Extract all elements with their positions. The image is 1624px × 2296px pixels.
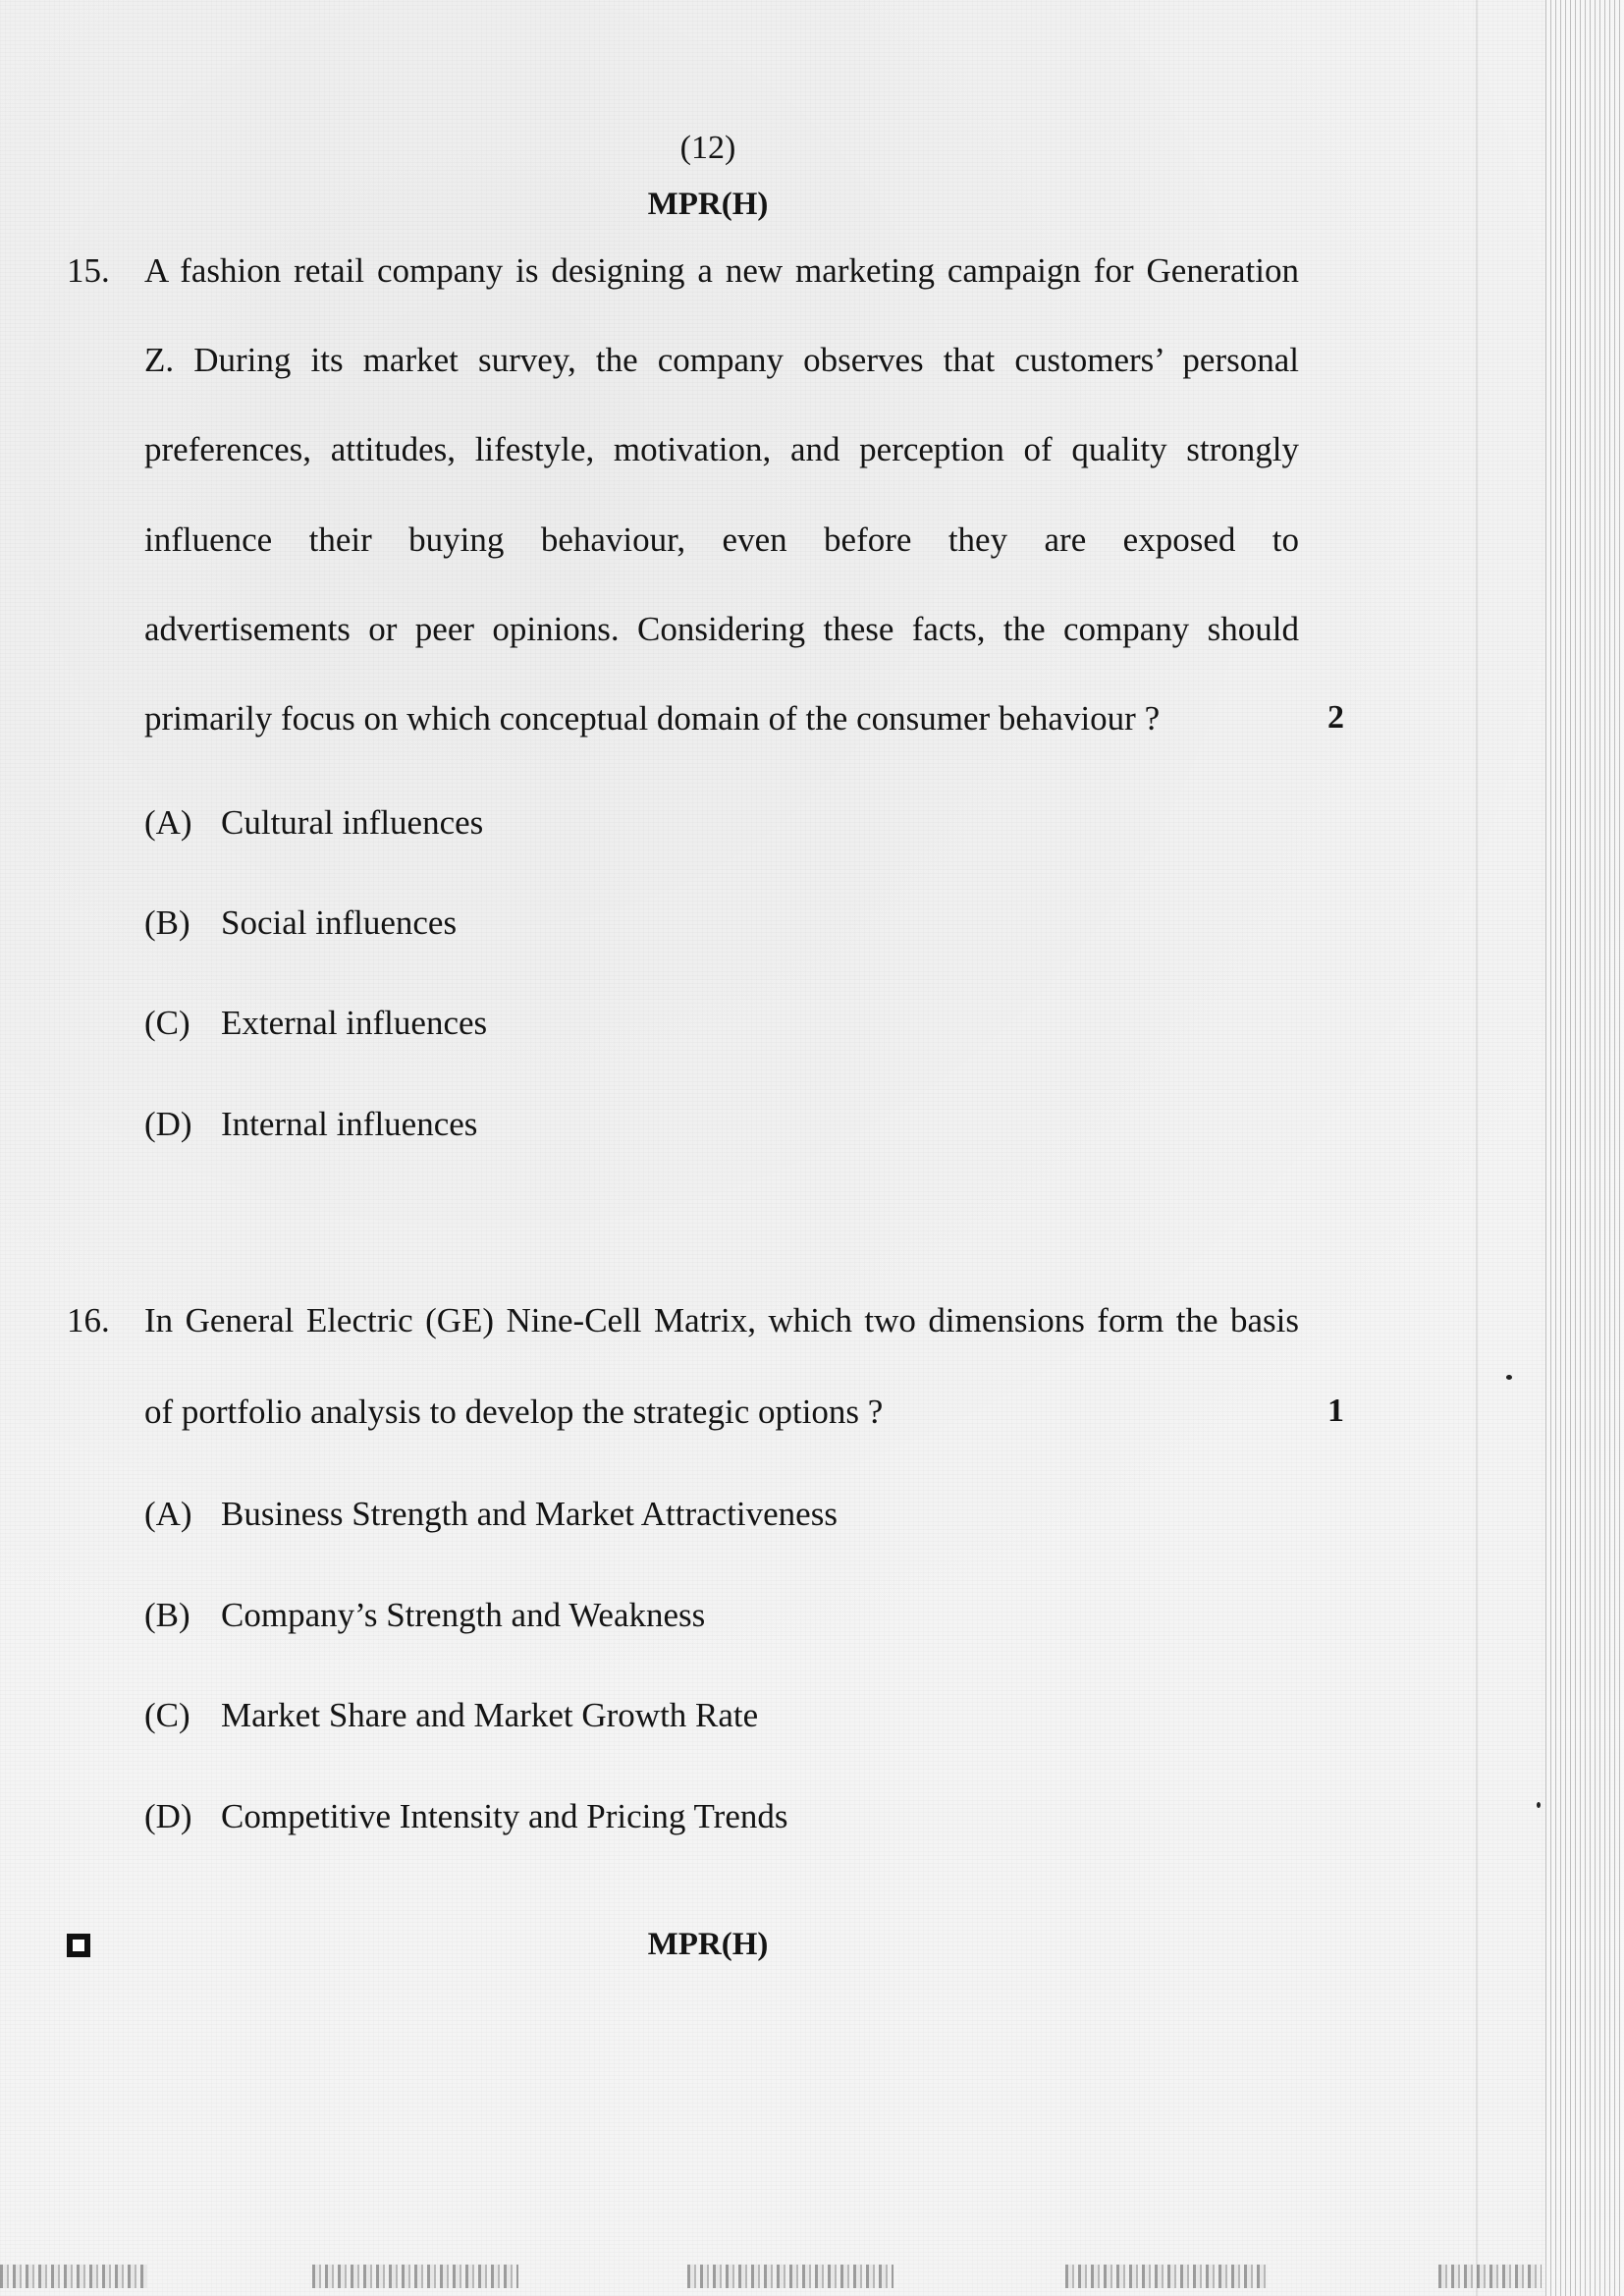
- question-16-option-b-label: (B): [144, 1596, 190, 1634]
- scan-noise-strip: [0, 2265, 147, 2288]
- question-16-option-d-label: (D): [144, 1797, 192, 1835]
- paper-code-header: MPR(H): [647, 187, 769, 222]
- question-15-option-a-label: (A): [144, 803, 192, 842]
- scan-speck: [1506, 1375, 1512, 1380]
- question-15-option-d-text: Internal influences: [221, 1105, 478, 1143]
- question-15-number: 15.: [67, 251, 110, 290]
- scan-noise-strip: [687, 2265, 893, 2288]
- question-16-marks: 1: [1327, 1393, 1344, 1429]
- question-16-line-2: of portfolio analysis to develop the strategic options ?: [144, 1393, 884, 1431]
- question-15-line-1: A fashion retail company is designing a new marketing campaign for Generation: [144, 251, 1299, 290]
- question-16-option-a-label: (A): [144, 1495, 192, 1533]
- question-15-option-a-text: Cultural influences: [221, 803, 484, 842]
- question-15-line-3: preferences, attitudes, lifestyle, motivation, and perception of quality strongly: [144, 430, 1299, 468]
- binding-edge: [1545, 0, 1624, 2296]
- scan-noise-strip: [312, 2265, 518, 2288]
- question-15-option-d-label: (D): [144, 1105, 192, 1143]
- question-15-option-c-label: (C): [144, 1004, 190, 1042]
- question-16-option-d-text: Competitive Intensity and Pricing Trends: [221, 1797, 788, 1835]
- page-fold-line: [1476, 0, 1478, 2296]
- question-15-marks: 2: [1327, 699, 1344, 736]
- question-15-line-5: advertisements or peer opinions. Considering these facts, the company should: [144, 610, 1299, 648]
- scan-speck: [1537, 1802, 1541, 1808]
- question-16-number: 16.: [67, 1301, 110, 1339]
- question-15-line-2: Z. During its market survey, the company observes that customers’ personal: [144, 341, 1299, 379]
- scan-noise-strip: [1065, 2265, 1267, 2288]
- question-15-line-4: influence their buying behaviour, even before they are exposed to: [144, 520, 1299, 559]
- question-15-option-c-text: External influences: [221, 1004, 488, 1042]
- question-16-option-a-text: Business Strength and Market Attractiveness: [221, 1495, 838, 1533]
- question-15-line-6: primarily focus on which conceptual domain of the consumer behaviour ?: [144, 699, 1161, 738]
- page-number: (12): [679, 130, 736, 166]
- question-15-option-b-label: (B): [144, 903, 190, 942]
- question-15-option-b-text: Social influences: [221, 903, 458, 942]
- question-16-line-1: In General Electric (GE) Nine-Cell Matrix, which two dimensions form the basis: [144, 1301, 1299, 1339]
- scan-noise-strip: [1438, 2265, 1542, 2288]
- question-16-option-c-label: (C): [144, 1696, 190, 1734]
- question-16-option-b-text: Company’s Strength and Weakness: [221, 1596, 706, 1634]
- question-16-option-c-text: Market Share and Market Growth Rate: [221, 1696, 759, 1734]
- paper-code-footer: MPR(H): [647, 1927, 769, 1962]
